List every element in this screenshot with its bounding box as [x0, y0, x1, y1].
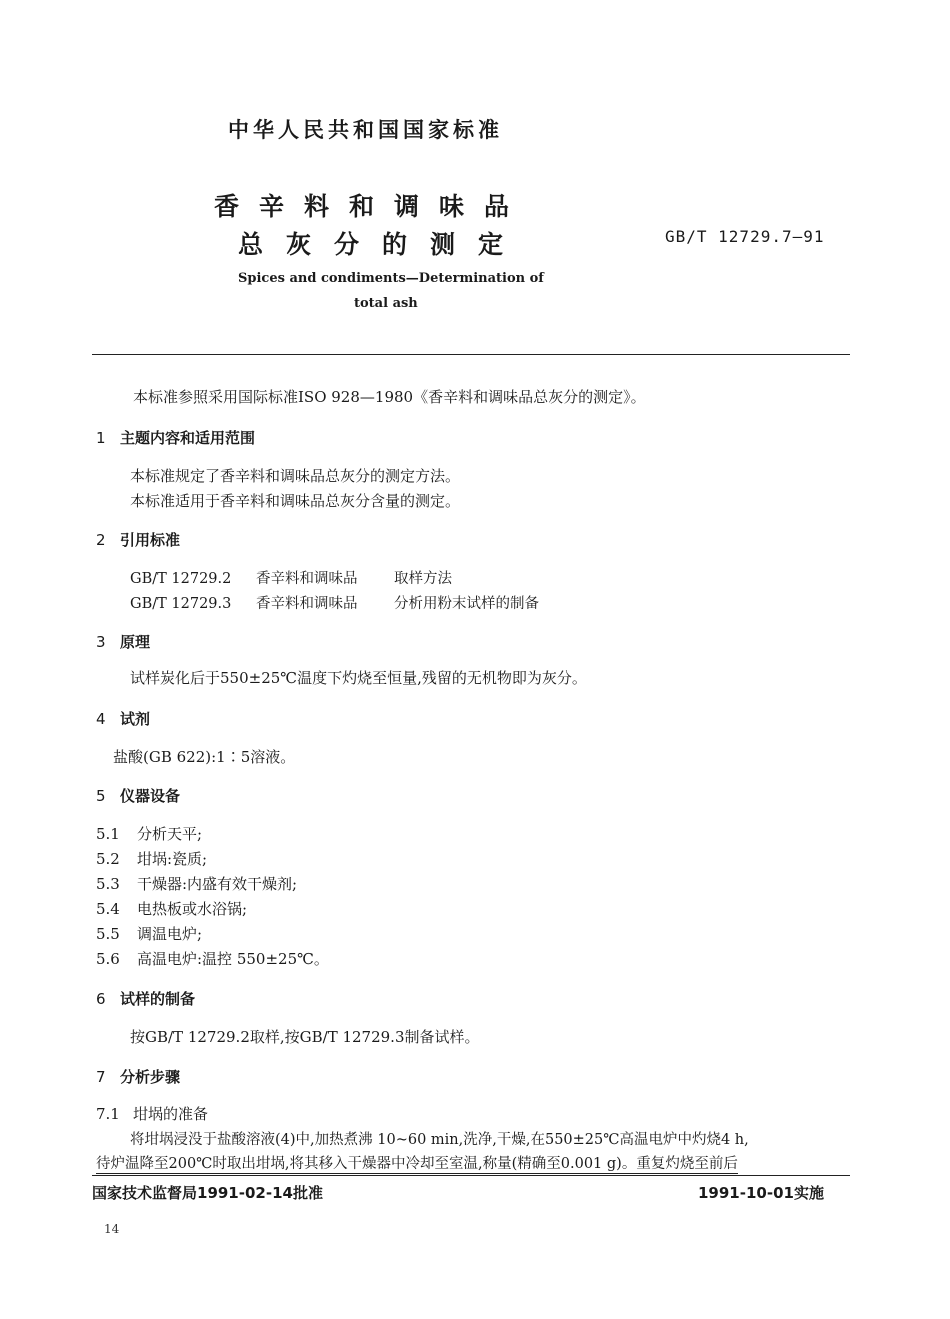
approval-date: 国家技术监督局1991-02-14批准 — [92, 1184, 323, 1202]
document-title-line2: 总灰分的测定 — [238, 230, 527, 259]
section-4-text: 盐酸(GB 622):1∶5溶液。 — [113, 748, 296, 766]
section-3-text: 试样炭化后于550±25℃温度下灼烧至恒量,残留的无机物即为灰分。 — [130, 669, 587, 687]
section-6-heading — [96, 988, 195, 1009]
equipment-item: 5.2 坩埚:瓷质; — [96, 850, 208, 868]
reference-code: GB/T 12729.2 — [130, 571, 232, 587]
reference-desc: 分析用粉末试样的制备 — [394, 596, 539, 612]
subsection-7-1-line1: 将坩埚浸没于盐酸溶液(4)中,加热煮沸 10~60 min,洗净,干燥,在550±25℃高温电炉中灼烧4 h, — [130, 1132, 749, 1148]
reference-row — [130, 592, 539, 613]
section-1-line2: 本标准适用于香辛料和调味品总灰分含量的测定。 — [130, 492, 461, 510]
bottom-rule — [92, 1175, 850, 1176]
section-number: 5 — [96, 787, 106, 805]
section-2-heading — [96, 529, 180, 550]
top-rule — [92, 354, 850, 355]
equipment-item: 5.5 调温电炉; — [96, 925, 203, 943]
subsection-7-1-heading: 7.1 坩埚的准备 — [96, 1105, 209, 1123]
section-5-heading — [96, 785, 180, 806]
equipment-item: 5.6 高温电炉:温控 550±25℃。 — [96, 950, 329, 968]
equipment-item: 5.3 干燥器:内盛有效干燥剂; — [96, 875, 298, 893]
reference-name: 香辛料和调味品 — [256, 571, 358, 587]
document-title-line1: 香辛料和调味品 — [214, 192, 530, 221]
section-number: 1 — [96, 429, 106, 447]
section-7-heading — [96, 1066, 180, 1087]
section-title: 引用标准 — [120, 531, 181, 549]
section-title: 试剂 — [120, 710, 151, 728]
section-number: 6 — [96, 990, 106, 1008]
section-number: 4 — [96, 710, 106, 728]
english-title-line1: Spices and condiments—Determination of — [238, 271, 544, 286]
section-6-text: 按GB/T 12729.2取样,按GB/T 12729.3制备试样。 — [130, 1028, 480, 1046]
reference-code: GB/T 12729.3 — [130, 596, 232, 612]
section-title: 主题内容和适用范围 — [120, 429, 256, 447]
equipment-item: 5.4 电热板或水浴锅; — [96, 900, 248, 918]
reference-row — [130, 567, 452, 588]
subsection-7-1-line2: 待炉温降至200℃时取出坩埚,将其移入干燥器中冷却至室温,称量(精确至0.001 g)。重复灼烧至前后 — [96, 1152, 738, 1174]
section-title: 试样的制备 — [120, 990, 196, 1008]
national-standard-header: 中华人民共和国国家标准 — [228, 118, 503, 142]
equipment-item: 5.1 分析天平; — [96, 825, 203, 843]
intro-paragraph: 本标准参照采用国际标准ISO 928—1980《香辛料和调味品总灰分的测定》。 — [133, 388, 646, 406]
section-title: 原理 — [120, 633, 151, 651]
page-number: 14 — [104, 1222, 120, 1236]
section-number: 3 — [96, 633, 106, 651]
section-4-heading — [96, 708, 150, 729]
section-1-line1: 本标准规定了香辛料和调味品总灰分的测定方法。 — [130, 467, 461, 485]
standard-number: GB/T 12729.7—91 — [665, 227, 825, 246]
reference-name: 香辛料和调味品 — [256, 596, 358, 612]
section-1-heading — [96, 427, 255, 448]
section-number: 2 — [96, 531, 106, 549]
implementation-date: 1991-10-01实施 — [698, 1184, 824, 1202]
section-number: 7 — [96, 1068, 106, 1086]
section-title: 分析步骤 — [120, 1068, 181, 1086]
reference-desc: 取样方法 — [394, 571, 452, 587]
section-3-heading — [96, 631, 150, 652]
section-title: 仪器设备 — [120, 787, 181, 805]
english-title-line2: total ash — [354, 296, 418, 311]
